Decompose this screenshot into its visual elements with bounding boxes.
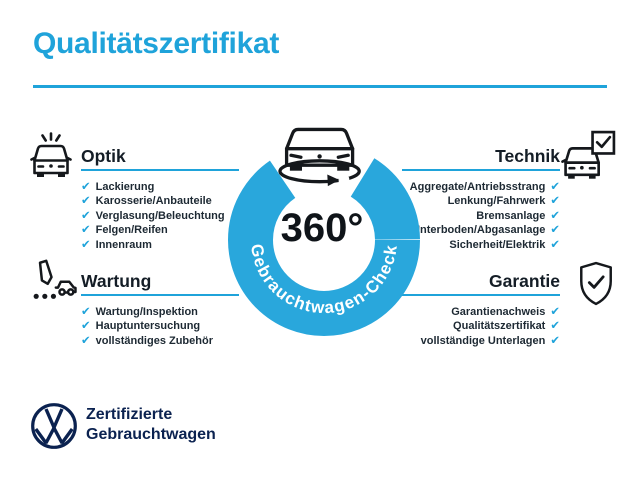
check-icon: ✔ — [550, 236, 560, 251]
check-item — [412, 222, 560, 236]
check-icon: ✔ — [81, 179, 91, 193]
check-item — [81, 193, 225, 207]
check-icon: ✔ — [81, 318, 91, 333]
check-icon: ✔ — [81, 193, 91, 208]
check-item-label: Bremsanlage — [476, 209, 546, 222]
check-item — [81, 304, 213, 318]
check-360-badge — [214, 125, 434, 355]
check-item — [421, 333, 560, 347]
check-icon: ✔ — [550, 318, 560, 333]
check-item-label: Wartung/Inspektion — [95, 306, 198, 318]
section-wartung-title: Wartung — [81, 271, 152, 291]
footer-brand-line1: Zertifizierte — [86, 406, 173, 423]
degrees-label: 360° — [280, 206, 364, 250]
check-item — [81, 208, 225, 222]
check-item — [81, 179, 225, 193]
check-item-label: Aggregate/Antriebsstrang — [409, 181, 546, 193]
car-360-rotation-icon — [280, 129, 359, 186]
check-icon: ✔ — [550, 222, 560, 237]
check-item — [476, 208, 560, 222]
check-icon: ✔ — [550, 332, 560, 347]
check-item-label: Innenraum — [95, 238, 152, 251]
check-icon: ✔ — [550, 179, 560, 193]
check-item — [453, 318, 560, 332]
check-icon: ✔ — [550, 304, 560, 318]
vw-logo-icon — [30, 402, 78, 450]
check-item — [81, 237, 225, 251]
footer-brand-text — [86, 405, 216, 444]
section-optik-title: Optik — [81, 146, 126, 166]
check-item — [448, 193, 560, 207]
check-item — [81, 222, 225, 236]
check-icon: ✔ — [81, 222, 91, 237]
title-divider — [33, 85, 607, 88]
car-front-shine-icon — [27, 128, 75, 180]
section-optik-items — [81, 179, 225, 251]
check-item-label: Garantienachweis — [451, 306, 546, 318]
check-item-label: Qualitätszertifikat — [453, 320, 546, 333]
check-item-label: Lenkung/Fahrwerk — [447, 195, 546, 208]
check-icon: ✔ — [81, 207, 91, 222]
check-item — [449, 237, 560, 251]
check-item-label: Hauptuntersuchung — [95, 320, 201, 333]
shield-check-icon — [577, 260, 615, 308]
page-title: Qualitätszertifikat — [33, 27, 280, 60]
check-item-label: Unterboden/Abgasanlage — [412, 224, 546, 237]
service-checklist-icon — [27, 257, 77, 303]
footer-brand-line2: Gebrauchtwagen — [86, 425, 216, 443]
section-garantie-title: Garantie — [489, 271, 560, 291]
check-item-label: Sicherheit/Elektrik — [449, 238, 546, 251]
check-item-label: vollständige Unterlagen — [420, 334, 546, 347]
check-icon: ✔ — [81, 304, 91, 318]
section-wartung-items — [81, 304, 213, 347]
ring-label: Gebrauchtwagen-Check — [246, 242, 401, 318]
check-icon: ✔ — [550, 207, 560, 222]
check-icon: ✔ — [81, 332, 91, 347]
check-item — [81, 318, 213, 332]
check-item-label: Verglasung/Beleuchtung — [95, 209, 225, 222]
section-technik-title: Technik — [495, 146, 560, 166]
check-item — [81, 333, 213, 347]
check-icon: ✔ — [81, 236, 91, 251]
check-item-label: Karosserie/Anbauteile — [95, 195, 212, 208]
check-item-label: Felgen/Reifen — [95, 224, 168, 237]
car-inspection-checkbox-icon — [561, 129, 618, 182]
check-icon: ✔ — [550, 193, 560, 208]
check-item-label: vollständiges Zubehör — [95, 334, 213, 347]
check-item — [451, 304, 560, 318]
check-item-label: Lackierung — [95, 181, 155, 193]
